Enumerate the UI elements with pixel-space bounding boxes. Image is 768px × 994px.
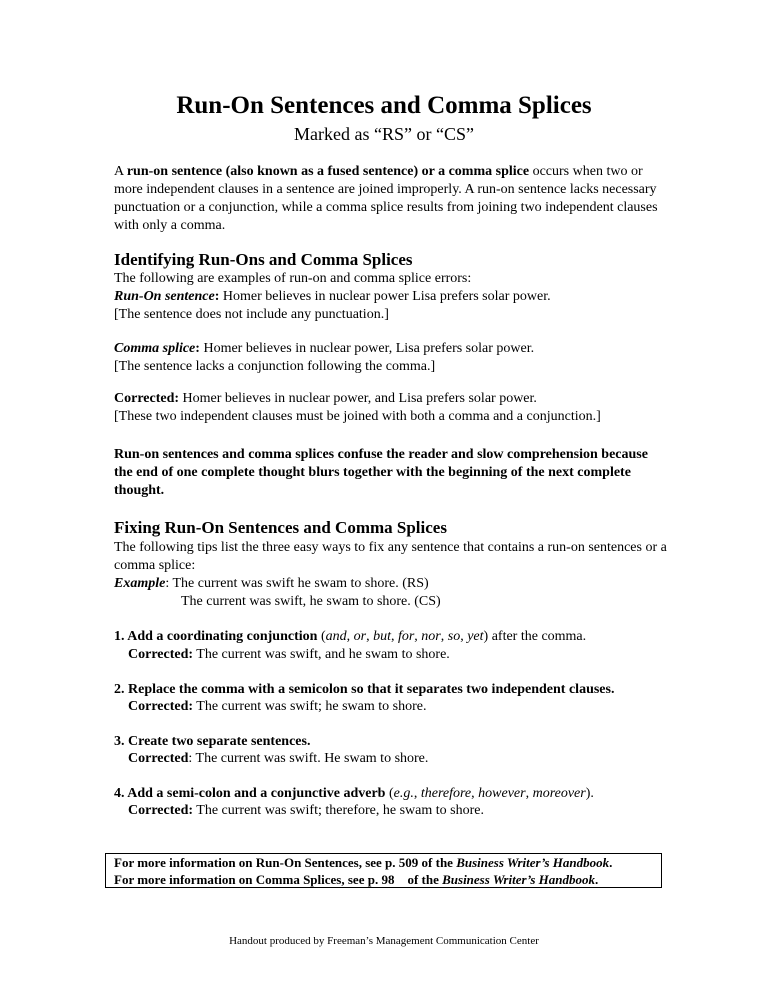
book-title: Business Writer’s Handbook	[442, 872, 596, 887]
tip-4: 4. Add a semi-colon and a conjunctive adverb (e.g., therefore, however, moreover).	[114, 786, 594, 801]
tip-2: 2. Replace the comma with a semicolon so that it separates two independent clauses.	[114, 682, 615, 697]
fixing-lead-1: The following tips list the three easy ways to fix any sentence that contains a run-on sentences or a	[114, 540, 667, 555]
intro-line-1: A run-on sentence (also known as a fused sentence) or a comma splice occurs when two or	[114, 164, 643, 179]
intro-line-3: punctuation or a conjunction, while a comma splice results from joining two independent clauses	[114, 200, 658, 215]
tip-1: 1. Add a coordinating conjunction (and, or, but, for, nor, so, yet) after the comma.	[114, 629, 587, 644]
intro-line-4: with only a comma.	[114, 218, 226, 233]
example-line-2: The current was swift, he swam to shore. (CS)	[181, 594, 441, 609]
fixing-lead-2: comma splice:	[114, 558, 196, 573]
page-subtitle: Marked as “RS” or “CS”	[294, 124, 474, 144]
identify-heading: Identifying Run-Ons and Comma Splices	[114, 250, 413, 269]
intro-line-2: more independent clauses in a sentence are joined improperly. A run-on sentence lacks necessary	[114, 182, 657, 197]
fixing-heading: Fixing Run-On Sentences and Comma Splices	[114, 518, 447, 537]
corrected-label: Corrected:	[114, 391, 180, 406]
corrected-example: Corrected: Homer believes in nuclear power, and Lisa prefers solar power.	[114, 391, 537, 406]
reference-line-2: For more information on Comma Splices, see p. 98 of the Business Writer’s Handbook.	[114, 872, 599, 887]
splice-note: [The sentence lacks a conjunction following the comma.]	[114, 359, 436, 374]
tip-4-corrected: Corrected: The current was swift; therefore, he swam to shore.	[128, 803, 484, 818]
tip-2-corrected: Corrected: The current was swift; he swam to shore.	[128, 699, 427, 714]
splice-example: Comma splice: Homer believes in nuclear power, Lisa prefers solar power.	[114, 341, 535, 356]
warning-line-3: thought.	[114, 483, 165, 498]
runon-label: Run-On sentence	[114, 289, 215, 304]
intro-key-term: run-on sentence (also known as a fused sentence) or a comma splice	[126, 164, 530, 179]
page-title: Run-On Sentences and Comma Splices	[176, 92, 592, 119]
example-label: Example	[114, 576, 166, 591]
runon-example: Run-On sentence: Homer believes in nuclear power Lisa prefers solar power.	[114, 289, 551, 304]
identify-lead: The following are examples of run-on and comma splice errors:	[114, 271, 472, 286]
warning-line-1: Run-on sentences and comma splices confuse the reader and slow comprehension because	[114, 447, 648, 462]
footer-credit: Handout produced by Freeman’s Management Communication Center	[229, 935, 539, 947]
example-line-1: Example: The current was swift he swam to shore. (RS)	[114, 576, 429, 591]
runon-note: [The sentence does not include any punctuation.]	[114, 307, 389, 322]
tip-1-corrected: Corrected: The current was swift, and he swam to shore.	[128, 647, 450, 662]
reference-line-1: For more information on Run-On Sentences, see p. 509 of the Business Writer’s Handbook.	[114, 855, 613, 870]
warning-line-2: the end of one complete thought blurs together with the beginning of the next complete	[114, 465, 631, 480]
book-title: Business Writer’s Handbook	[456, 855, 610, 870]
splice-label: Comma splice	[114, 341, 196, 356]
corrected-note: [These two independent clauses must be joined with both a comma and a conjunction.]	[114, 409, 601, 424]
tip-3: 3. Create two separate sentences.	[114, 734, 311, 749]
tip-3-corrected: Corrected: The current was swift. He swam to shore.	[128, 751, 429, 766]
